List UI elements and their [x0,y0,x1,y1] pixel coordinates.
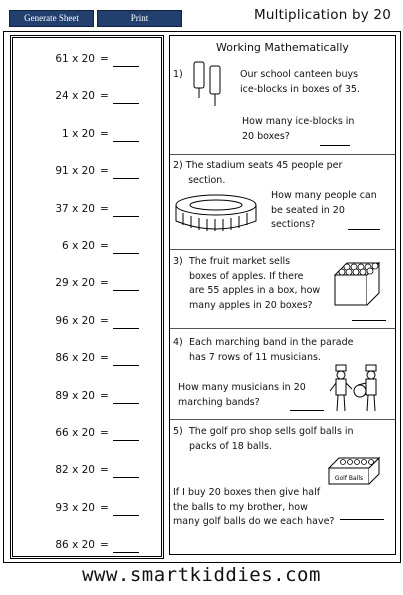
divider [170,328,395,329]
answer-line[interactable] [290,410,324,411]
answer-line[interactable] [352,320,386,321]
question-number: 5) [173,426,183,437]
problem-expression: 29 x 20 [55,277,95,290]
equals-sign: = [100,352,109,365]
answer-blank[interactable] [113,477,139,478]
problem-row [13,90,153,108]
equals-sign: = [100,539,109,552]
answer-blank[interactable] [113,178,139,179]
question-prompt: How many ice-blocks in 20 boxes? [242,116,355,142]
problem-expression: 86 x 20 [55,352,95,365]
equals-sign: = [100,240,109,252]
svg-text:Golf Balls: Golf Balls [334,475,364,482]
stadium-icon [173,191,261,235]
working-mathematically-panel [169,35,396,555]
equals-sign: = [100,464,109,477]
question-number: 4) [173,337,183,348]
problem-expression: 37 x 20 [55,202,95,215]
problem-row [13,315,153,333]
problem-expression: 86 x 20 [55,539,95,552]
equals-sign: = [100,277,109,290]
equals-sign: = [100,427,109,439]
problem-expression: 66 x 20 [55,427,95,439]
question-prompt: How many musicians in 20 marching bands? [178,382,306,408]
marching-band-icon [330,363,386,415]
problem-expression: 82 x 20 [55,464,95,477]
problem-expression: 24 x 20 [55,90,95,103]
answer-blank[interactable] [113,141,139,142]
answer-line[interactable] [348,229,380,230]
equals-sign: = [100,389,109,402]
problem-row [13,53,153,71]
question-text: The fruit market sells boxes of apples. If there are 55 apples in a box, how many apples in 20 boxes? [189,256,321,311]
divider [170,249,395,250]
working-heading: Working Mathematically [216,41,349,54]
answer-blank[interactable] [113,440,139,441]
answer-blank[interactable] [113,552,139,553]
answer-blank[interactable] [113,515,139,516]
apple-box-icon [333,257,381,309]
problem-row [13,165,153,183]
answer-blank[interactable] [113,365,139,366]
ice-block-icon [192,60,226,110]
problem-row [13,128,153,146]
problem-expression: 91 x 20 [55,165,95,178]
answer-blank[interactable] [113,216,139,217]
equals-sign: = [100,501,109,514]
question-number: 3) [173,256,183,267]
print-button[interactable]: Print [97,10,182,27]
problem-row [13,539,153,557]
question-number: 1) [173,69,183,80]
equals-sign: = [100,127,109,140]
page-title: Multiplication by 20 [254,7,391,23]
problem-expression: 61 x 20 [55,53,95,65]
question-prompt: How many people can be seated in 20 sections? [271,190,377,230]
generate-sheet-button[interactable]: Generate Sheet [9,10,94,27]
problem-row [13,427,153,445]
answer-line[interactable] [320,145,350,146]
golf-ball-box-icon [327,456,381,494]
problem-row [13,464,153,482]
question-text: Each marching band in the parade has 7 rows of 11 musicians. [189,337,354,363]
answer-blank[interactable] [113,253,139,254]
problem-expression: 6 x 20 [62,240,95,252]
equals-sign: = [100,165,109,178]
answer-blank[interactable] [113,290,139,291]
question-text: The golf pro shop sells golf balls in packs of 18 balls. [189,426,354,452]
question-text: Our school canteen buys ice-blocks in boxes of 35. [240,69,360,95]
answer-blank[interactable] [113,66,139,67]
equals-sign: = [100,314,109,327]
answer-blank[interactable] [113,328,139,329]
problem-row [13,277,153,295]
equals-sign: = [100,53,109,65]
problem-row [13,240,153,258]
divider [170,154,395,155]
divider [170,419,395,420]
answer-blank[interactable] [113,103,139,104]
problem-expression: 96 x 20 [55,314,95,327]
question-prompt: If I buy 20 boxes then give half the balls to my brother, how many golf balls do we each have? [173,487,335,527]
problem-expression: 1 x 20 [62,127,95,140]
problem-row [13,390,153,408]
equals-sign: = [100,90,109,103]
problem-row [13,352,153,370]
problem-expression: 89 x 20 [55,389,95,402]
problems-panel [10,35,164,559]
question-text: 2) The stadium seats 45 people per section. [173,160,343,186]
problem-row [13,203,153,221]
footer-url: www.smartkiddies.com [82,564,321,586]
equals-sign: = [100,202,109,215]
answer-blank[interactable] [113,403,139,404]
problem-expression: 93 x 20 [55,501,95,514]
problem-row [13,502,153,520]
answer-line[interactable] [340,519,384,520]
